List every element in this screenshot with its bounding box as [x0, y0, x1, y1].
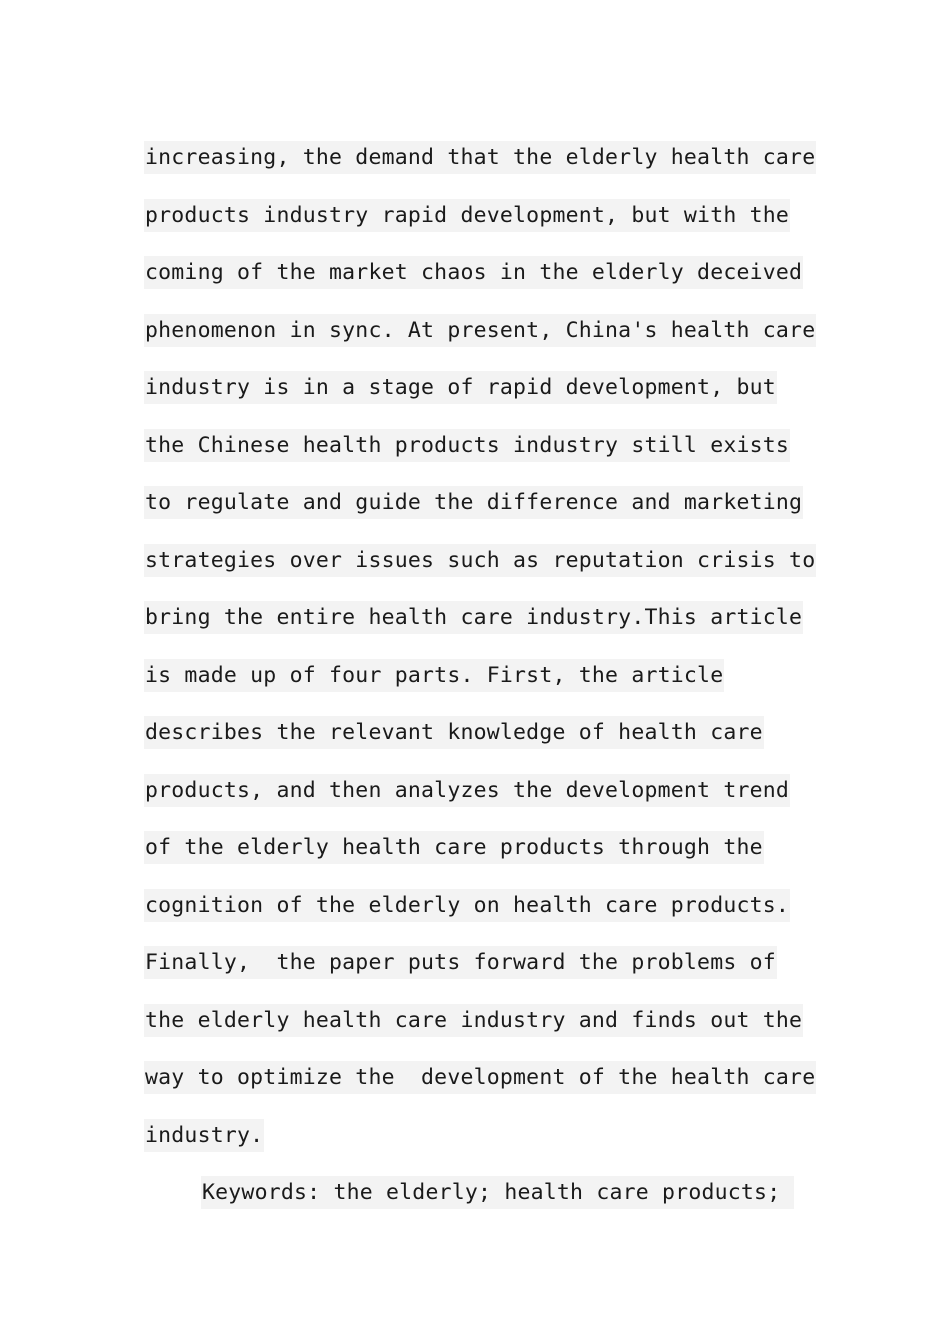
text-line: [144, 359, 804, 417]
text-line: [144, 129, 816, 187]
text-line-content: strategies over issues such as reputation crisis to: [144, 544, 816, 577]
text-line-content: increasing, the demand that the elderly health care: [144, 141, 816, 174]
text-line-content: phenomenon in sync. At present, China's health care: [144, 314, 816, 347]
text-line: [144, 934, 804, 992]
text-line: [144, 877, 804, 935]
text-line: [144, 244, 804, 302]
text-line: [144, 819, 804, 877]
text-line-content: the elderly health care industry and finds out the: [144, 1004, 803, 1037]
text-line-content: industry.: [144, 1119, 264, 1152]
text-line: [144, 532, 816, 590]
text-line-content: bring the entire health care industry.This article: [144, 601, 803, 634]
text-line: [144, 474, 804, 532]
text-line-content: is made up of four parts. First, the article: [144, 659, 724, 692]
text-line: [144, 992, 804, 1050]
text-line-content: describes the relevant knowledge of health care: [144, 716, 764, 749]
text-line: [144, 1049, 816, 1107]
text-line-content: products, and then analyzes the development trend: [144, 774, 790, 807]
text-line-content: coming of the market chaos in the elderly deceived: [144, 256, 803, 289]
text-line-content: industry is in a stage of rapid development, but: [144, 371, 777, 404]
abstract-body: [144, 129, 816, 1222]
text-line-content: the Chinese health products industry still exists: [144, 429, 790, 462]
text-line-content: cognition of the elderly on health care products.: [144, 889, 790, 922]
text-line-content: of the elderly health care products through the: [144, 831, 764, 864]
text-line-content: products industry rapid development, but with the: [144, 199, 790, 232]
text-line: [144, 417, 804, 475]
text-line-content: to regulate and guide the difference and marketing: [144, 486, 803, 519]
keywords-line: [144, 1164, 804, 1222]
text-line: [144, 762, 804, 820]
text-line: [144, 302, 816, 360]
text-line: [144, 187, 804, 245]
text-line: [144, 589, 804, 647]
text-line: [144, 1107, 804, 1165]
text-line: [144, 647, 804, 705]
text-line-content: way to optimize the development of the health care: [144, 1061, 816, 1094]
text-line-content: Finally, the paper puts forward the problems of: [144, 946, 777, 979]
keywords-text: Keywords: the elderly; health care products;: [201, 1176, 794, 1209]
text-line: [144, 704, 804, 762]
